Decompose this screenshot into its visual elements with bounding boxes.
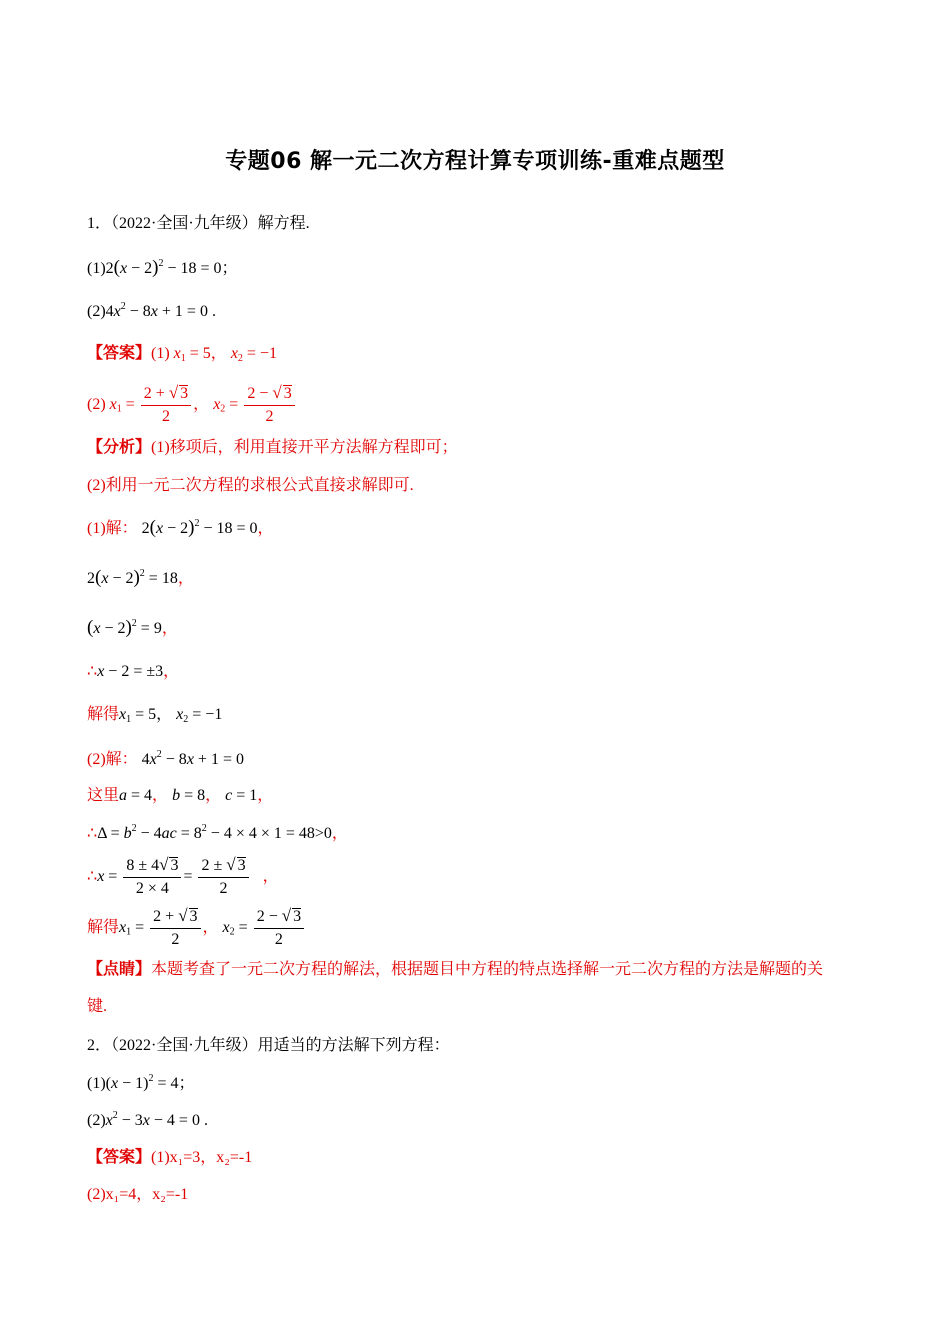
q1-solution-2-result: 解得$x_1$ = $\frac{2 + √ 3}{2}$ ， $x_2$ = $\frac{2 - √ 3}{2}$ — [87, 906, 306, 950]
comment-label: 【点睛】 — [87, 961, 152, 978]
q1-equation-1: $(1)2(x - 2)^2 - 18 = 0$； — [87, 257, 238, 278]
q1-solution-1-step-1: (1)解： $2(x - 2)^2 - 18 = 0$， — [87, 517, 274, 538]
fraction: $\frac{2 + √ 3}{2}$ — [150, 906, 200, 950]
fraction: $\frac{2 + √ 3}{2}$ — [141, 383, 191, 427]
question-1-stem: 1．（2022·全国·九年级）解方程. — [87, 215, 310, 232]
solved-label-2: 解得 — [87, 919, 120, 936]
q1-solution-2-coefficients: 这里a = 4， b = 8， c = 1， — [87, 787, 274, 804]
fraction: $\frac{8 \pm 4√ 3}{2 \times 4}$ — [123, 855, 181, 899]
analysis-text-1: (1)移项后，利用直接开平方法解方程即可； — [151, 439, 458, 456]
q2-part1-label: (1) — [87, 1075, 106, 1092]
comment-text-1: 本题考查了一元二次方程的解法，根据题目中方程的特点选择解一元二次方程的方法是解题的关 — [151, 961, 824, 978]
q2-equation-2: $(2)x^2 - 3x - 4 = 0$ . — [87, 1110, 208, 1129]
q1-comment-line-2: 键. — [87, 998, 108, 1015]
solution-1-label: (1)解： — [87, 520, 138, 537]
answer-label: 【答案】 — [87, 345, 152, 362]
q2-answer-label: 【答案】 — [87, 1149, 152, 1166]
question-2-stem: 2．（2022·全国·九年级）用适当的方法解下列方程： — [87, 1037, 450, 1054]
q1-solution-1-step-3: $(x - 2)^2 = 9$， — [87, 617, 178, 638]
q1-solution-1-step-2: $2(x - 2)^2 = 18$， — [87, 567, 194, 588]
solution-2-label: (2)解： — [87, 751, 138, 768]
q2-answer-1: (1)x₁=3，x₂=-1 — [151, 1149, 253, 1166]
analysis-label: 【分析】 — [87, 439, 152, 456]
q1-comment-line-1 — [87, 960, 823, 980]
q1-answer-line-1: 【答案】(1) $x_1 = 5$， $x_2 = -1$ — [87, 345, 277, 364]
q1-equation-2: $(2)4x^2 - 8x + 1 = 0$ . — [87, 301, 216, 320]
q1-solution-2-discriminant: ∴Δ = $b^2 - 4ac = 8^2 - 4 \times 4 \times 1 = 48>0$， — [87, 823, 348, 842]
fraction: $\frac{2 - √ 3}{2}$ — [244, 383, 294, 427]
here-label: 这里 — [87, 787, 120, 804]
q1-solution-2-step-1: (2)解： $4x^2 - 8x + 1 = 0$ — [87, 749, 244, 768]
q1-solution-2-formula: ∴x = $\frac{8 \pm 4√ 3}{2 \times 4}$ = $\frac{2 \pm √ 3}{2}$ ， — [87, 855, 279, 897]
fraction: $\frac{2 \pm √ 3}{2}$ — [198, 855, 248, 899]
q1-part1-label: (1) — [87, 260, 106, 277]
q2-part2-label: (2) — [87, 1112, 106, 1129]
page-title: 专题06 解一元二次方程计算专项训练-重难点题型 — [225, 149, 725, 174]
q1-answer-line-2: (2) $x_1$ = $\frac{2 + √ 3}{2}$ ， $x_2$ = $\frac{2 - √ 3}{2}$ — [87, 383, 297, 427]
q1-analysis-line-1 — [87, 438, 458, 458]
q2-answer-line-1 — [87, 1148, 252, 1168]
q1-solution-1-result: 解得$x_1 = 5$， $x_2 = -1$ — [87, 706, 223, 725]
q1-part2-label: (2) — [87, 303, 106, 320]
q2-equation-1: $(1)(x - 1)^2 = 4$； — [87, 1073, 195, 1092]
fraction: $\frac{2 - √ 3}{2}$ — [254, 906, 304, 950]
solved-label: 解得 — [87, 706, 120, 723]
q2-answer-line-2: (2)x₁=4，x₂=-1 — [87, 1186, 189, 1203]
q1-analysis-line-2: (2)利用一元二次方程的求根公式直接求解即可. — [87, 477, 414, 494]
q1-solution-1-step-4: ∴x − 2 = ±3， — [87, 663, 180, 680]
